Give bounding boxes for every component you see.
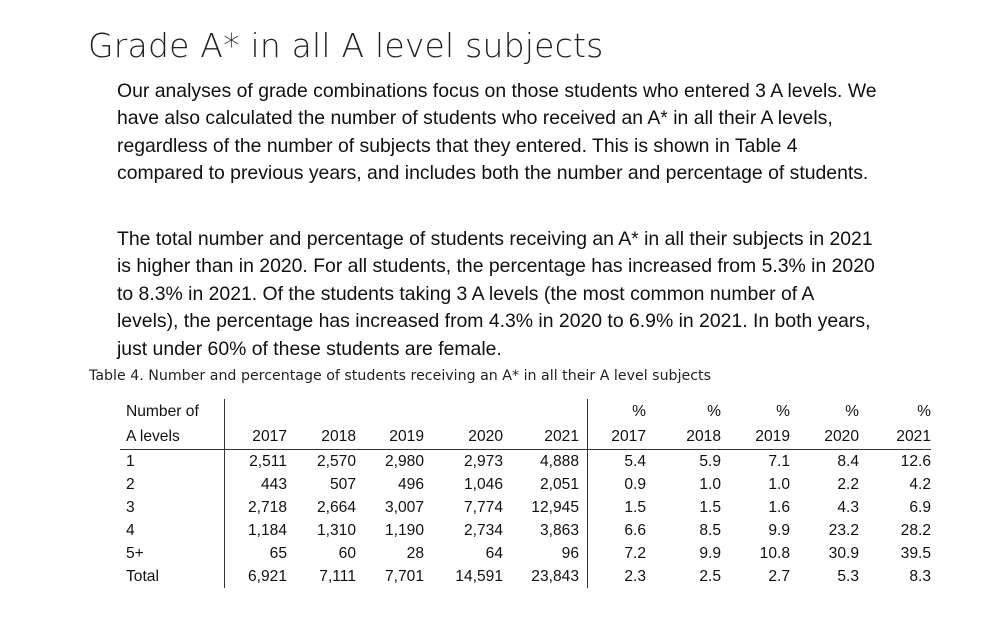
table-row <box>120 496 931 519</box>
findings-paragraph: The total number and percentage of students receiving an A* in all their subjects in 2021 is higher than in 2020. For all students, the percentage has increased from 5.3% in 2020 to 8.3% in 2021. Of the students taking 3 A levels (the most common number of A levels), the percentage has increased from 4.3% in 2020 to 6.9% in 2021. In both years, just under 60% of these students are female. <box>117 228 875 360</box>
header-cell: % <box>588 399 653 423</box>
header-cell: % <box>707 402 721 420</box>
table-cell: 2,980 <box>384 453 424 470</box>
header-cell <box>225 399 288 423</box>
table-cell: 4 <box>120 519 225 542</box>
table-cell: 2,051 <box>539 476 579 493</box>
header-cell: 2020 <box>424 423 503 450</box>
table-cell: 23.2 <box>828 522 859 539</box>
table-row <box>120 519 931 542</box>
table-cell: 65 <box>269 545 287 562</box>
table-cell: 507 <box>329 476 356 493</box>
table-cell: 1.5 <box>588 496 653 519</box>
table-cell: 5.4 <box>588 450 653 474</box>
table-cell: 8.3 <box>909 568 931 585</box>
table-cell: 3 <box>120 496 225 519</box>
header-cell <box>287 399 356 423</box>
header-cell: % <box>776 402 790 420</box>
header-cell: 2019 <box>721 423 790 450</box>
table-cell: 2.2 <box>837 476 859 493</box>
header-cell: 2019 <box>356 423 424 450</box>
table-cell: 496 <box>397 476 424 493</box>
table-cell: 14,591 <box>455 568 503 585</box>
table-header-row-top <box>120 399 931 423</box>
results-table <box>120 399 931 588</box>
table-row <box>120 542 931 565</box>
table-cell: 8.5 <box>699 522 721 539</box>
table-cell: 39.5 <box>900 545 931 562</box>
table-cell: 6.9 <box>909 499 931 516</box>
table-cell: 4.3 <box>837 499 859 516</box>
table-cell: 23,843 <box>531 568 579 585</box>
table-cell: 30.9 <box>828 545 859 562</box>
table-header-row-bottom <box>120 423 931 450</box>
table-cell: 9.9 <box>768 522 790 539</box>
header-cell <box>356 399 424 423</box>
table-row <box>120 450 931 474</box>
header-cell <box>503 399 588 423</box>
table-cell: 64 <box>485 545 503 562</box>
table-cell: 12.6 <box>900 453 931 470</box>
table-cell: 2.7 <box>768 568 790 585</box>
table-cell: 4.2 <box>909 476 931 493</box>
table-cell: 2 <box>120 473 225 496</box>
table-cell: 10.8 <box>759 545 790 562</box>
table-cell: 1.5 <box>699 499 721 516</box>
table-cell: 7,111 <box>319 568 356 585</box>
table-cell: 2,664 <box>316 499 356 516</box>
header-cell: % <box>845 402 859 420</box>
table-cell: Total <box>120 565 225 588</box>
table-row <box>120 473 931 496</box>
table-row-total <box>120 565 931 588</box>
header-cell: 2021 <box>859 423 931 450</box>
table-cell: 6.6 <box>588 519 653 542</box>
header-cell <box>424 399 503 423</box>
header-cell: 2018 <box>287 423 356 450</box>
table-cell: 28.2 <box>900 522 931 539</box>
table-cell: 1 <box>120 450 225 474</box>
header-cell: 2021 <box>503 423 588 450</box>
table-cell: 2,973 <box>463 453 503 470</box>
header-cell: 2017 <box>225 423 288 450</box>
table-cell: 28 <box>406 545 424 562</box>
header-cell: A levels <box>120 423 225 450</box>
table-cell: 4,888 <box>539 453 579 470</box>
header-cell: 2020 <box>790 423 859 450</box>
table-cell: 2,570 <box>316 453 356 470</box>
header-cell: Number of <box>120 399 225 423</box>
table-cell: 2.3 <box>588 565 653 588</box>
table-cell: 7,701 <box>384 568 424 585</box>
table-cell: 6,921 <box>247 568 287 585</box>
table-cell: 5+ <box>120 542 225 565</box>
header-cell: 2017 <box>588 423 653 450</box>
table-cell: 1,184 <box>247 522 287 539</box>
table-cell: 443 <box>260 476 287 493</box>
table-cell: 2,718 <box>247 499 287 516</box>
table-cell: 0.9 <box>588 473 653 496</box>
table-cell: 5.9 <box>699 453 721 470</box>
table-cell: 5.3 <box>837 568 859 585</box>
table-cell: 1.0 <box>699 476 721 493</box>
table-cell: 8.4 <box>837 453 859 470</box>
table-cell: 12,945 <box>531 499 579 516</box>
table-cell: 7,774 <box>463 499 503 516</box>
table-cell: 60 <box>338 545 356 562</box>
table-cell: 1,190 <box>384 522 424 539</box>
table-cell: 1,310 <box>316 522 356 539</box>
table-cell: 3,007 <box>384 499 424 516</box>
table-cell: 3,863 <box>539 522 579 539</box>
table-cell: 7.1 <box>768 453 790 470</box>
table-cell: 2,734 <box>463 522 503 539</box>
table-cell: 2,511 <box>249 453 287 470</box>
header-cell: 2018 <box>652 423 721 450</box>
table-cell: 96 <box>561 545 579 562</box>
table-cell: 2.5 <box>699 568 721 585</box>
intro-paragraph: Our analyses of grade combinations focus on those students who entered 3 A levels. We have also calculated the number of students who received an A* in all their A levels, regardless of the number of subjects that they entered. This is shown in Table 4 compared to previous years, and includes both the number and percentage of students. <box>117 80 877 185</box>
table-cell: 1.6 <box>768 499 790 516</box>
table-cell: 1.0 <box>768 476 790 493</box>
table-caption: Table 4. Number and percentage of students receiving an A* in all their A level subjects <box>89 368 711 384</box>
table-cell: 9.9 <box>699 545 721 562</box>
table-cell: 1,046 <box>463 476 503 493</box>
table-cell: 7.2 <box>588 542 653 565</box>
page-title: Grade A* in all A level subjects <box>88 26 604 65</box>
header-cell: % <box>917 402 931 420</box>
